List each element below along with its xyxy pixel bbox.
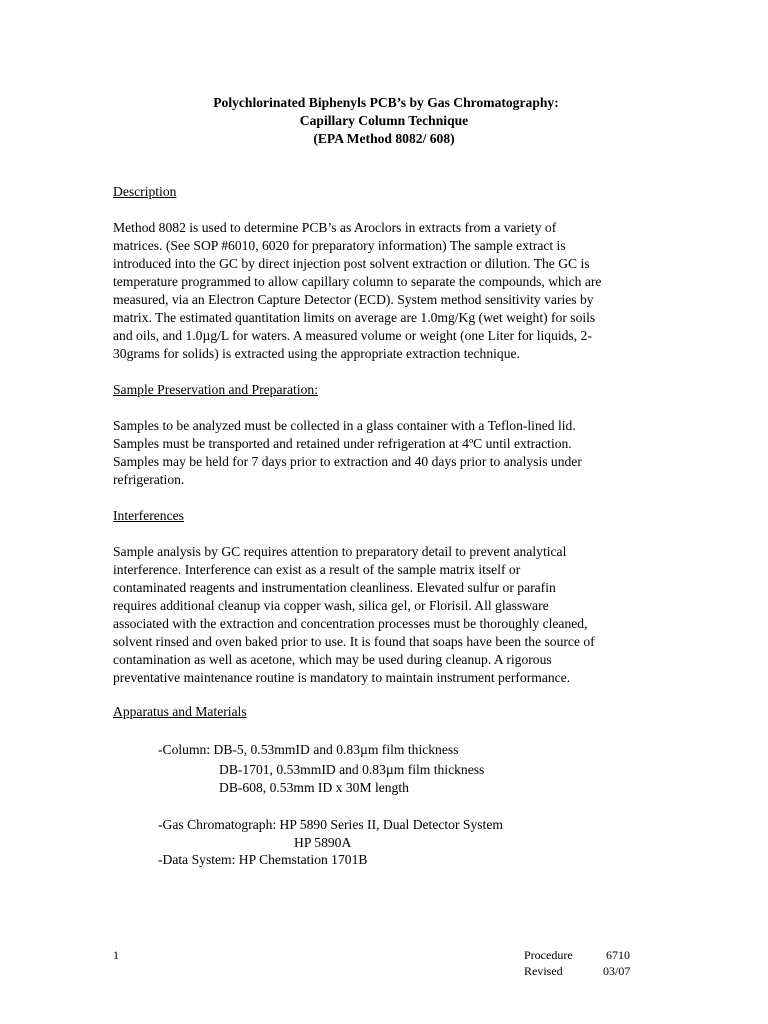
title-line-2: Capillary Column Technique bbox=[299, 113, 469, 128]
gc-line-2: HP 5890A bbox=[294, 835, 352, 850]
description-line: 30grams for solids) is extracted using the appropriate extraction technique. bbox=[113, 346, 520, 361]
preservation-heading: Sample Preservation and Preparation: bbox=[113, 382, 318, 397]
description-line: temperature programmed to allow capillary column to separate the compounds, which are bbox=[113, 274, 602, 289]
description-line: Method 8082 is used to determine PCB’s as Aroclors in extracts from a variety of bbox=[113, 220, 557, 235]
gc-line-1: -Gas Chromatograph: HP 5890 Series II, Dual Detector System bbox=[158, 817, 503, 832]
interferences-line: interference. Interference can exist as a result of the sample matrix itself or bbox=[113, 562, 521, 577]
preservation-line: refrigeration. bbox=[113, 472, 185, 487]
preservation-line: Samples must be transported and retained under refrigeration at 4ºC until extraction. bbox=[113, 436, 572, 451]
preservation-line: Samples to be analyzed must be collected in a glass container with a Teflon-lined lid. bbox=[113, 418, 576, 433]
preservation-line: Samples may be held for 7 days prior to extraction and 40 days prior to analysis under bbox=[113, 454, 582, 469]
revised-value: 03/07 bbox=[603, 964, 631, 978]
description-line: and oils, and 1.0µg/L for waters. A measured volume or weight (one Liter for liquids, 2- bbox=[113, 328, 592, 343]
document-title bbox=[0, 94, 768, 148]
preservation-paragraph bbox=[113, 417, 658, 489]
column-line-2: DB-1701, 0.53mmID and 0.83µm film thickness bbox=[219, 762, 485, 777]
interferences-line: solvent rinsed and oven baked prior to use. It is found that soaps have been the source of bbox=[113, 634, 595, 649]
description-paragraph bbox=[113, 219, 658, 363]
page-number: 1 bbox=[113, 948, 119, 962]
procedure-value: 6710 bbox=[606, 948, 630, 962]
description-heading: Description bbox=[113, 184, 177, 199]
interferences-line: Sample analysis by GC requires attention to preparatory detail to prevent analytical bbox=[113, 544, 567, 559]
data-system-line: -Data System: HP Chemstation 1701B bbox=[158, 852, 368, 867]
procedure-label: Procedure bbox=[524, 948, 573, 962]
interferences-line: associated with the extraction and concentration processes must be thoroughly cleaned, bbox=[113, 616, 588, 631]
description-line: introduced into the GC by direct injection post solvent extraction or dilution. The GC is bbox=[113, 256, 590, 271]
interferences-heading: Interferences bbox=[113, 508, 184, 523]
column-line-3: DB-608, 0.53mm ID x 30M length bbox=[219, 780, 409, 795]
interferences-line: contamination as well as acetone, which may be used during cleanup. A rigorous bbox=[113, 652, 552, 667]
title-line-1: Polychlorinated Biphenyls PCB’s by Gas Chromatography: bbox=[213, 95, 559, 110]
column-line-1: -Column: DB-5, 0.53mmID and 0.83µm film thickness bbox=[158, 742, 459, 757]
title-line-3: (EPA Method 8082/ 608) bbox=[313, 131, 455, 146]
interferences-line: requires additional cleanup via copper wash, silica gel, or Florisil. All glassware bbox=[113, 598, 549, 613]
description-line: measured, via an Electron Capture Detector (ECD). System method sensitivity varies by bbox=[113, 292, 594, 307]
description-line: matrix. The estimated quantitation limits on average are 1.0mg/Kg (wet weight) for soils bbox=[113, 310, 596, 325]
revised-label: Revised bbox=[524, 964, 563, 978]
interferences-line: preventative maintenance routine is mandatory to maintain instrument performance. bbox=[113, 670, 571, 685]
apparatus-heading: Apparatus and Materials bbox=[113, 704, 247, 719]
description-line: matrices. (See SOP #6010, 6020 for preparatory information) The sample extract is bbox=[113, 238, 566, 253]
interferences-paragraph bbox=[113, 543, 658, 687]
interferences-line: contaminated reagents and instrumentation cleanliness. Elevated sulfur or parafin bbox=[113, 580, 556, 595]
